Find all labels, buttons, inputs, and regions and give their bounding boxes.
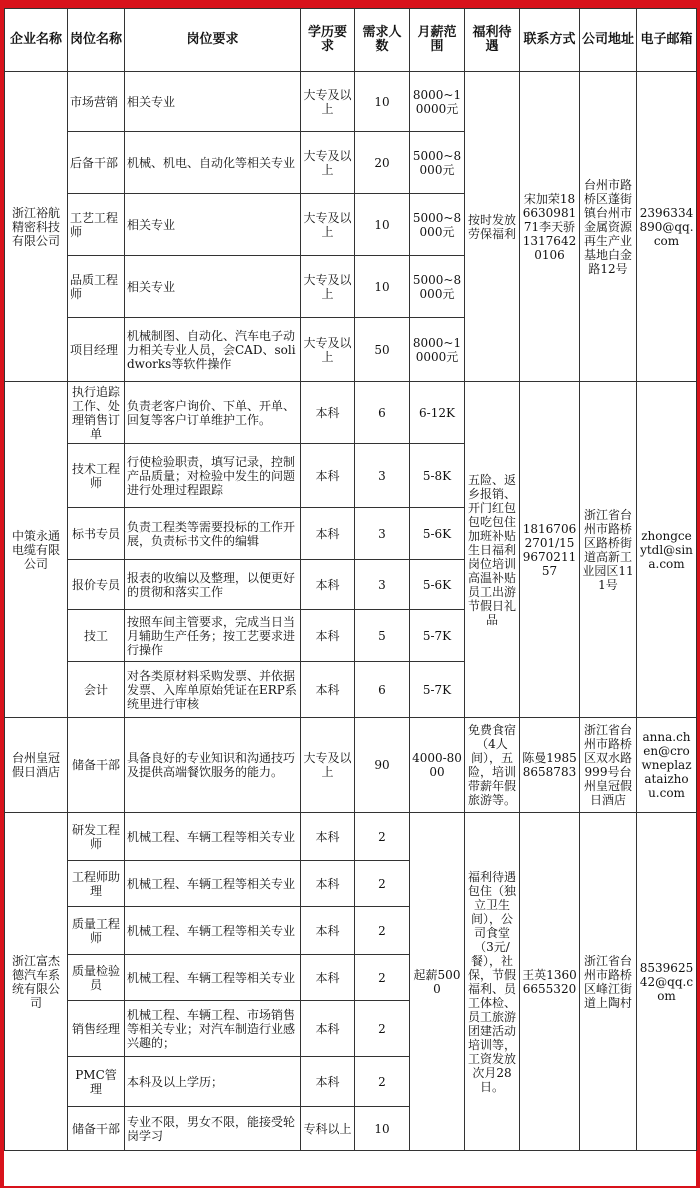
company-email: zhongceytdl@sina.com	[637, 382, 697, 718]
job-requirement: 行使检验职责，填写记录，控制产品质量；对检验中发生的问题进行处理过程跟踪	[125, 444, 301, 508]
company-address: 浙江省台州市路桥区峰江街道上陶村	[580, 813, 637, 1151]
job-title: 执行追踪工作、处理销售订单	[68, 382, 125, 444]
header-headcount: 需求人数	[355, 9, 410, 72]
job-headcount: 10	[355, 1107, 410, 1151]
job-headcount: 3	[355, 508, 410, 560]
company-name: 浙江裕航精密科技有限公司	[5, 72, 68, 382]
job-headcount: 2	[355, 907, 410, 955]
job-title: 技术工程师	[68, 444, 125, 508]
table-row	[5, 72, 697, 132]
job-education: 本科	[301, 560, 355, 610]
job-requirement: 机械、机电、自动化等相关专业	[125, 132, 301, 194]
job-salary: 5000~8000元	[410, 194, 465, 256]
job-requirement: 具备良好的专业知识和沟通技巧及提供高端餐饮服务的能力。	[125, 718, 301, 813]
job-headcount: 2	[355, 813, 410, 861]
job-title: 研发工程师	[68, 813, 125, 861]
job-requirement: 机械工程、车辆工程、市场销售等相关专业；对汽车制造行业感兴趣的；	[125, 1001, 301, 1057]
job-requirement: 负责老客户询价、下单、开单、回复等客户订单维护工作。	[125, 382, 301, 444]
header-company: 企业名称	[5, 9, 68, 72]
job-headcount: 5	[355, 610, 410, 662]
job-headcount: 10	[355, 72, 410, 132]
job-headcount: 3	[355, 444, 410, 508]
job-requirement: 机械制图、自动化、汽车电子动力相关专业人员，会CAD、solidworks等软件操作	[125, 318, 301, 382]
job-requirement: 机械工程、车辆工程等相关专业	[125, 813, 301, 861]
job-requirement: 对各类原材料采购发票、并依据发票、入库单原始凭证在ERP系统里进行审核	[125, 662, 301, 718]
job-education: 本科	[301, 813, 355, 861]
job-title: 技工	[68, 610, 125, 662]
job-headcount: 3	[355, 560, 410, 610]
header-position: 岗位名称	[68, 9, 125, 72]
job-headcount: 6	[355, 662, 410, 718]
job-requirement: 报表的收编以及整理，以便更好的贯彻和落实工作	[125, 560, 301, 610]
company-contact: 陈曼19858658783	[520, 718, 580, 813]
header-education: 学历要求	[301, 9, 355, 72]
job-title: 报价专员	[68, 560, 125, 610]
job-headcount: 50	[355, 318, 410, 382]
job-education: 本科	[301, 907, 355, 955]
job-education: 大专及以上	[301, 132, 355, 194]
header-email: 电子邮箱	[637, 9, 697, 72]
job-requirement: 相关专业	[125, 72, 301, 132]
header-row	[5, 9, 697, 72]
table-row	[5, 718, 697, 813]
company-welfare: 按时发放劳保福利	[465, 72, 520, 382]
job-title: 会计	[68, 662, 125, 718]
job-education: 专科以上	[301, 1107, 355, 1151]
company-welfare: 福利待遇包住（独立卫生间），公司食堂（3元/餐），社保，节假福利、员工体检、员工旅游团建活动培训等，工资发放次月28日。	[465, 813, 520, 1151]
header-welfare: 福利待遇	[465, 9, 520, 72]
job-title: 标书专员	[68, 508, 125, 560]
job-salary: 4000-8000	[410, 718, 465, 813]
job-title: 工艺工程师	[68, 194, 125, 256]
company-email: anna.chen@crowneplazataizhou.com	[637, 718, 697, 813]
job-headcount: 10	[355, 256, 410, 318]
job-requirement: 按照车间主管要求，完成当日当月辅助生产任务；按工艺要求进行操作	[125, 610, 301, 662]
job-salary: 5-7K	[410, 610, 465, 662]
job-title: 工程师助理	[68, 861, 125, 907]
company-welfare: 免费食宿（4人间），五险，培训带薪年假旅游等。	[465, 718, 520, 813]
job-title: 后备干部	[68, 132, 125, 194]
company-email: 853962542@qq.com	[637, 813, 697, 1151]
job-headcount: 2	[355, 861, 410, 907]
job-education: 本科	[301, 444, 355, 508]
job-education: 大专及以上	[301, 318, 355, 382]
header-address: 公司地址	[580, 9, 637, 72]
job-salary: 5000~8000元	[410, 256, 465, 318]
job-requirement: 专业不限，男女不限，能接受轮岗学习	[125, 1107, 301, 1151]
company-address: 台州市路桥区蓬街镇台州市金属资源再生产业基地白金路12号	[580, 72, 637, 382]
job-education: 大专及以上	[301, 718, 355, 813]
company-email: 2396334890@qq.com	[637, 72, 697, 382]
company-contact: 18167062701/15967021157	[520, 382, 580, 718]
job-requirement: 机械工程、车辆工程等相关专业	[125, 955, 301, 1001]
job-headcount: 2	[355, 1001, 410, 1057]
job-education: 本科	[301, 610, 355, 662]
header-salary: 月薪范围	[410, 9, 465, 72]
job-table	[4, 8, 697, 1151]
job-salary: 5-6K	[410, 560, 465, 610]
job-education: 大专及以上	[301, 256, 355, 318]
job-education: 本科	[301, 861, 355, 907]
job-title: 质量工程师	[68, 907, 125, 955]
company-name: 台州皇冠假日酒店	[5, 718, 68, 813]
job-education: 本科	[301, 382, 355, 444]
job-education: 大专及以上	[301, 72, 355, 132]
job-requirement: 负责工程类等需要投标的工作开展，负责标书文件的编辑	[125, 508, 301, 560]
company-contact: 王英13606655320	[520, 813, 580, 1151]
header-contact: 联系方式	[520, 9, 580, 72]
company-address: 浙江省台州市路桥区双水路999号台州皇冠假日酒店	[580, 718, 637, 813]
job-title: 品质工程师	[68, 256, 125, 318]
job-title: 项目经理	[68, 318, 125, 382]
job-title: PMC管理	[68, 1057, 125, 1107]
job-title: 储备干部	[68, 718, 125, 813]
job-salary: 5-6K	[410, 508, 465, 560]
job-headcount: 2	[355, 1057, 410, 1107]
company-welfare: 五险、返乡报销、开门红包包吃包住加班补贴生日福利岗位培训高温补贴员工出游节假日礼品	[465, 382, 520, 718]
job-title: 市场营销	[68, 72, 125, 132]
company-contact: 宋加荣18663098171李天骄13176420106	[520, 72, 580, 382]
job-headcount: 90	[355, 718, 410, 813]
job-requirement: 机械工程、车辆工程等相关专业	[125, 907, 301, 955]
job-requirement: 本科及以上学历；	[125, 1057, 301, 1107]
job-headcount: 10	[355, 194, 410, 256]
job-requirement: 相关专业	[125, 194, 301, 256]
job-title: 销售经理	[68, 1001, 125, 1057]
job-requirement: 相关专业	[125, 256, 301, 318]
company-name: 中策永通电缆有限公司	[5, 382, 68, 718]
job-salary: 6-12K	[410, 382, 465, 444]
job-education: 本科	[301, 662, 355, 718]
company-name: 浙江富杰德汽车系统有限公司	[5, 813, 68, 1151]
company-salary: 起薪5000	[410, 813, 465, 1151]
recruitment-sheet	[4, 8, 696, 1186]
job-education: 本科	[301, 1001, 355, 1057]
job-salary: 5-7K	[410, 662, 465, 718]
table-row	[5, 382, 697, 444]
job-title: 储备干部	[68, 1107, 125, 1151]
job-salary: 8000~10000元	[410, 72, 465, 132]
job-salary: 5000~8000元	[410, 132, 465, 194]
job-education: 大专及以上	[301, 194, 355, 256]
job-headcount: 6	[355, 382, 410, 444]
job-title: 质量检验员	[68, 955, 125, 1001]
job-salary: 8000~10000元	[410, 318, 465, 382]
job-requirement: 机械工程、车辆工程等相关专业	[125, 861, 301, 907]
header-requirements: 岗位要求	[125, 9, 301, 72]
job-headcount: 20	[355, 132, 410, 194]
company-address: 浙江省台州市路桥区路桥街道高新工业园区111号	[580, 382, 637, 718]
job-education: 本科	[301, 508, 355, 560]
job-education: 本科	[301, 955, 355, 1001]
job-education: 本科	[301, 1057, 355, 1107]
job-headcount: 2	[355, 955, 410, 1001]
job-salary: 5-8K	[410, 444, 465, 508]
table-row	[5, 813, 697, 861]
